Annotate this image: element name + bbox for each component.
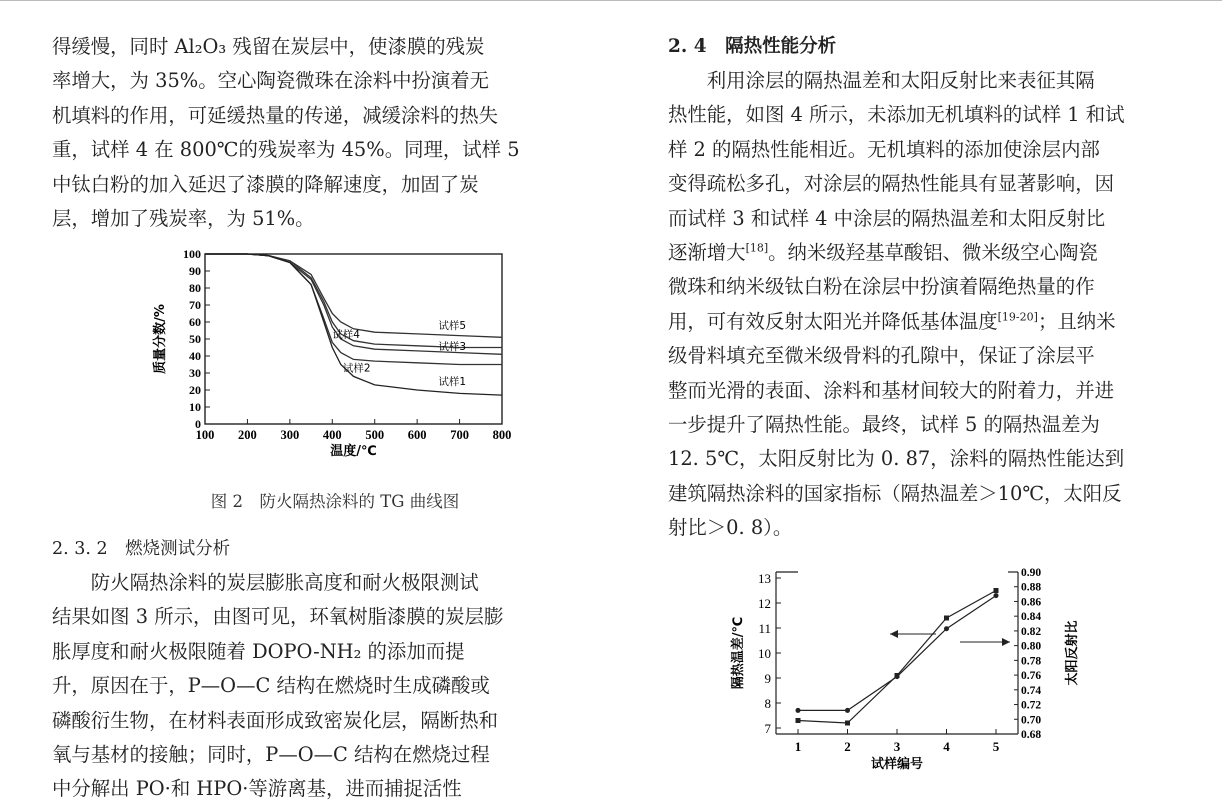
data-point-insulation-temp [944,616,949,621]
insulation-chart [728,560,1088,790]
data-point-solar-reflectance [994,593,999,598]
series-label-试样2: 试样2 [342,362,371,375]
text-line: 率增大，为 35%。空心陶瓷微珠在涂料中扮演着无 [52,69,490,93]
paragraph-combustion-test [52,566,612,807]
y-left-tick-label: 7 [764,721,771,736]
x-tick-label: 200 [238,428,257,442]
y-tick-label: 90 [189,264,201,278]
text-line: 得缓慢，同时 Al₂O₃ 残留在炭层中，使漆膜的残炭 [52,35,485,58]
series-label-试样4: 试样4 [332,329,360,342]
left-column-lower [52,532,612,807]
data-point-solar-reflectance [944,626,949,631]
y-right-axis-label: 太阳反射比 [1065,620,1080,686]
text-line: 级骨料填充至微米级骨料的孔隙中，保证了涂层平 [668,344,1095,368]
y-tick-label: 100 [183,247,201,261]
paragraph-insulation [668,64,1222,546]
text-line: 升，原因在于，P—O—C 结构在燃烧时生成磷酸或 [52,674,490,698]
data-point-insulation-temp [845,721,850,726]
y-tick-label: 80 [189,281,201,295]
y-right-tick-label: 0.82 [1021,625,1042,638]
x-tick-label: 5 [992,739,1000,754]
right-column [668,30,1222,546]
text-line: 整而光滑的表面、涂料和基材间较大的附着力，并进 [668,378,1114,402]
y-left-tick-label: 12 [758,596,771,611]
y-right-tick-label: 0.74 [1021,684,1042,697]
text-line: 样 2 的隔热性能相近。无机填料的添加使涂层内部 [668,137,1100,161]
series-line-solar-reflectance [798,596,996,711]
y-right-tick-label: 0.68 [1021,729,1042,741]
y-left-tick-label: 8 [764,696,771,711]
text-line: 微珠和纳米级钛白粉在涂层中扮演着隔绝热量的作 [668,275,1095,299]
y-tick-label: 20 [189,383,201,397]
series-label-试样3: 试样3 [438,341,467,354]
x-tick-label: 1 [794,739,802,754]
text-line: 射比＞0. 8）。 [668,516,793,540]
x-tick-label: 100 [195,428,215,442]
left-column [52,30,612,236]
y-tick-label: 50 [189,332,201,346]
arrow-left-head [890,630,898,638]
y-tick-label: 40 [189,349,201,363]
text-line: 而试样 3 和试样 4 中涂层的隔热温差和太阳反射比 [668,206,1106,230]
section-heading-2-4: 2. 4 隔热性能分析 [668,36,837,57]
y-tick-label: 0 [195,417,201,431]
text-line-with-ref: 逐渐增大[18]。纳米级羟基草酸铝、微米级空心陶瓷 [668,241,1098,265]
text-line: 机填料的作用，可延缓热量的传递，减缓涂料的热失 [52,103,498,127]
text-line: 中分解出 PO·和 HPO·等游离基，进而捕捉活性 [52,777,462,801]
data-point-solar-reflectance [796,708,801,713]
x-tick-label: 3 [893,739,901,754]
y-tick-label: 10 [189,400,201,414]
citation-18: [18] [745,241,769,255]
x-tick-label: 300 [280,428,300,442]
series-label-试样5: 试样5 [438,319,467,332]
y-tick-label: 30 [189,366,201,380]
y-right-tick-label: 0.78 [1021,655,1042,668]
text-line: 氧与基材的接触；同时，P—O—C 结构在燃烧过程 [52,743,490,767]
series-label-试样1: 试样1 [438,375,467,388]
arrow-right-head [1002,638,1010,646]
x-axis-label: 试样编号 [870,757,924,772]
y-left-tick-label: 10 [758,646,771,661]
y-axis-label: 质量分数/% [153,304,168,374]
text-line: 防火隔热涂料的炭层膨胀高度和耐火极限测试 [90,571,479,594]
x-tick-label: 400 [322,428,342,442]
text-line: 结果如图 3 所示，由图可见，环氧树脂漆膜的炭层膨 [52,605,504,629]
x-tick-label: 500 [365,428,385,442]
page-top-rule [0,0,1222,1]
text-line: 中钛白粉的加入延迟了漆膜的降解速度，加固了炭 [52,172,479,196]
text-line: 12. 5℃，太阳反射比为 0. 87，涂料的隔热性能达到 [668,447,1125,471]
series-line-insulation-temp [798,591,996,724]
y-right-tick-label: 0.84 [1021,611,1042,624]
text-line: 胀厚度和耐火极限随着 DOPO-NH₂ 的添加而提 [52,639,465,663]
y-right-tick-label: 0.88 [1021,581,1042,594]
y-right-tick-label: 0.90 [1021,567,1042,579]
y-right-tick-label: 0.76 [1021,670,1042,683]
y-left-axis-label: 隔热温差/℃ [731,616,746,690]
y-right-tick-label: 0.70 [1021,714,1042,727]
x-tick-label: 4 [943,739,950,754]
x-tick-label: 600 [407,428,427,442]
figure-2-caption: 图 2 防火隔热涂料的 TG 曲线图 [210,492,460,511]
text-line: 热性能，如图 4 所示，未添加无机填料的试样 1 和试 [668,103,1125,127]
text-line: 建筑隔热涂料的国家指标（隔热温差＞10℃，太阳反 [668,481,1122,505]
y-left-tick-label: 9 [764,671,771,686]
data-point-solar-reflectance [895,674,900,679]
y-right-tick-label: 0.80 [1021,640,1042,653]
x-tick-label: 2 [844,739,851,754]
figure-4 [728,560,1088,800]
text-line: 变得疏松多孔，对涂层的隔热性能具有显著影响，因 [668,172,1114,196]
citation-19-20: [19-20] [997,310,1038,324]
y-tick-label: 70 [189,298,201,312]
y-right-tick-label: 0.86 [1021,596,1042,609]
data-point-insulation-temp [994,588,999,593]
text-line: 利用涂层的隔热温差和太阳反射比来表征其隔 [706,69,1095,92]
section-heading-2-3-2: 2. 3. 2 燃烧测试分析 [52,539,231,559]
x-tick-label: 700 [450,428,469,442]
figure-2 [150,244,520,514]
paragraph-tg-analysis [52,30,612,236]
text-line-with-ref: 用，可有效反射太阳光并降低基体温度[19-20]；且纳米 [668,309,1116,333]
text-line: 层，增加了残炭率，为 51%。 [52,207,315,231]
y-tick-label: 60 [189,315,201,329]
y-right-tick-label: 0.72 [1021,699,1042,712]
x-tick-label: 800 [492,428,512,442]
tg-chart [150,244,520,476]
y-left-tick-label: 13 [758,571,771,586]
text-line: 一步提升了隔热性能。最终，试样 5 的隔热温差为 [668,413,1100,437]
data-point-insulation-temp [796,718,801,723]
y-left-tick-label: 11 [758,621,771,636]
text-line: 重，试样 4 在 800℃的残炭率为 45%。同理，试样 5 [52,138,520,162]
x-axis-label: 温度/℃ [330,444,377,459]
data-point-solar-reflectance [845,708,850,713]
text-line: 磷酸衍生物，在材料表面形成致密炭化层，隔断热和 [52,708,498,732]
